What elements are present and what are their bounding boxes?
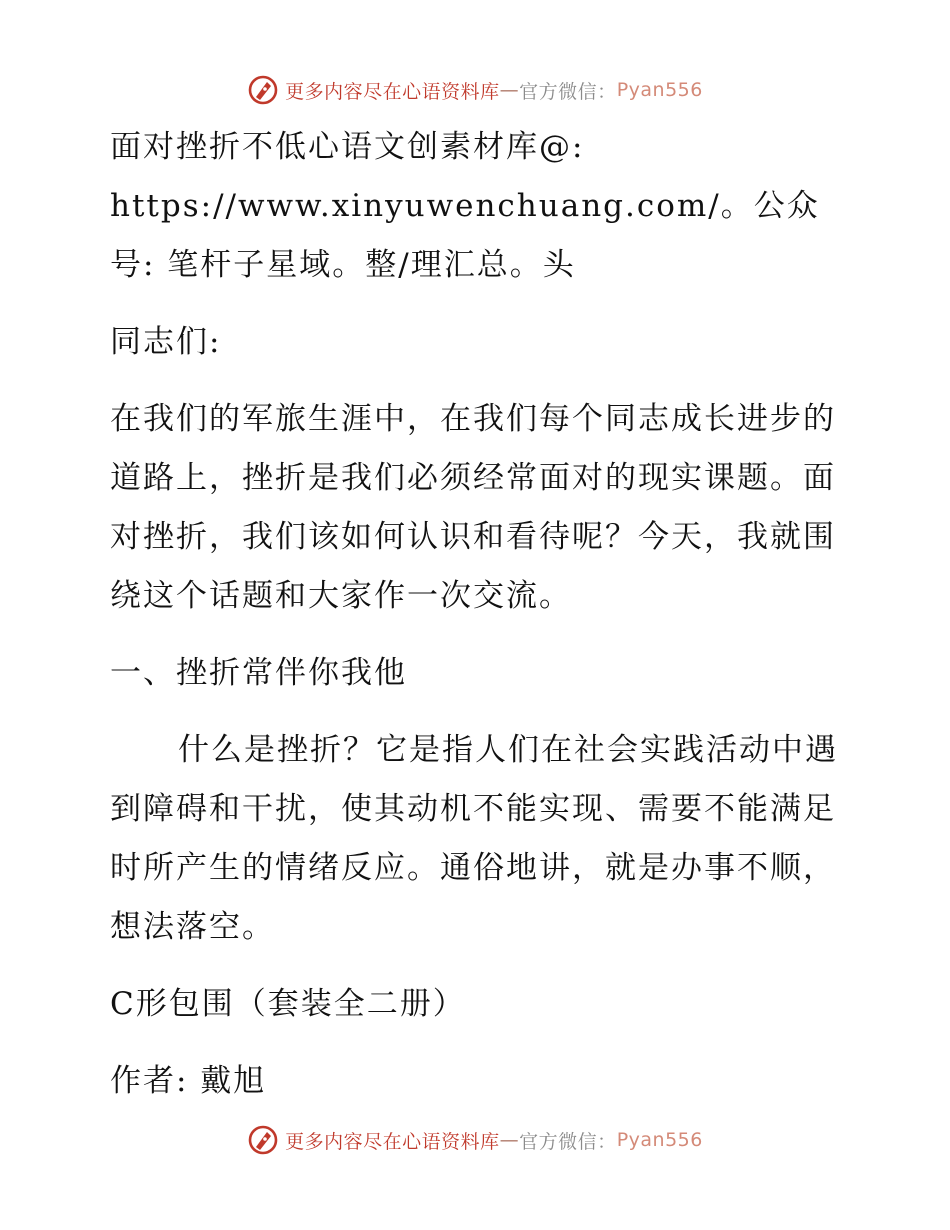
pen-nib-logo-icon — [247, 74, 279, 106]
watermark-wechat-id: Pyan556 — [616, 79, 703, 101]
document-body — [98, 118, 858, 1111]
watermark-dash: — — [499, 79, 520, 101]
watermark-wechat-label: 官方微信： — [519, 1130, 617, 1153]
section-heading: 一、挫折常伴你我他 — [110, 655, 407, 691]
watermark-text: 更多内容尽在心语资料库 — [285, 80, 500, 103]
book-title: C形包围（套装全二册） — [110, 986, 466, 1022]
opening-paragraph: 在我们的军旅生涯中，在我们每个同志成长进步的道路上，挫折是我们必须经常面对的现实课题。面对挫折，我们该如何认识和看待呢？今天，我就围绕这个话题和大家作一次交流。 — [110, 401, 836, 614]
watermark-wechat-label: 官方微信： — [519, 80, 617, 103]
watermark-text: 更多内容尽在心语资料库 — [285, 1130, 500, 1153]
section-body-paragraph: 什么是挫折？它是指人们在社会实践活动中遇到障碍和干扰，使其动机不能实现、需要不能满足时所产生的情绪反应。通俗地讲，就是办事不顺，想法落空。 — [110, 732, 838, 945]
watermark-header — [0, 70, 950, 110]
pen-nib-logo-icon — [247, 1124, 279, 1156]
watermark-dash: — — [499, 1129, 520, 1151]
greeting: 同志们: — [110, 324, 222, 360]
watermark-footer — [0, 1120, 950, 1160]
intro-paragraph: 面对挫折不低心语文创素材库@: https://www.xinyuwenchuang.com/。公众号: 笔杆子星域。整/理汇总。头 — [110, 129, 820, 283]
watermark-wechat-id: Pyan556 — [616, 1129, 703, 1151]
author-line: 作者: 戴旭 — [110, 1063, 267, 1099]
